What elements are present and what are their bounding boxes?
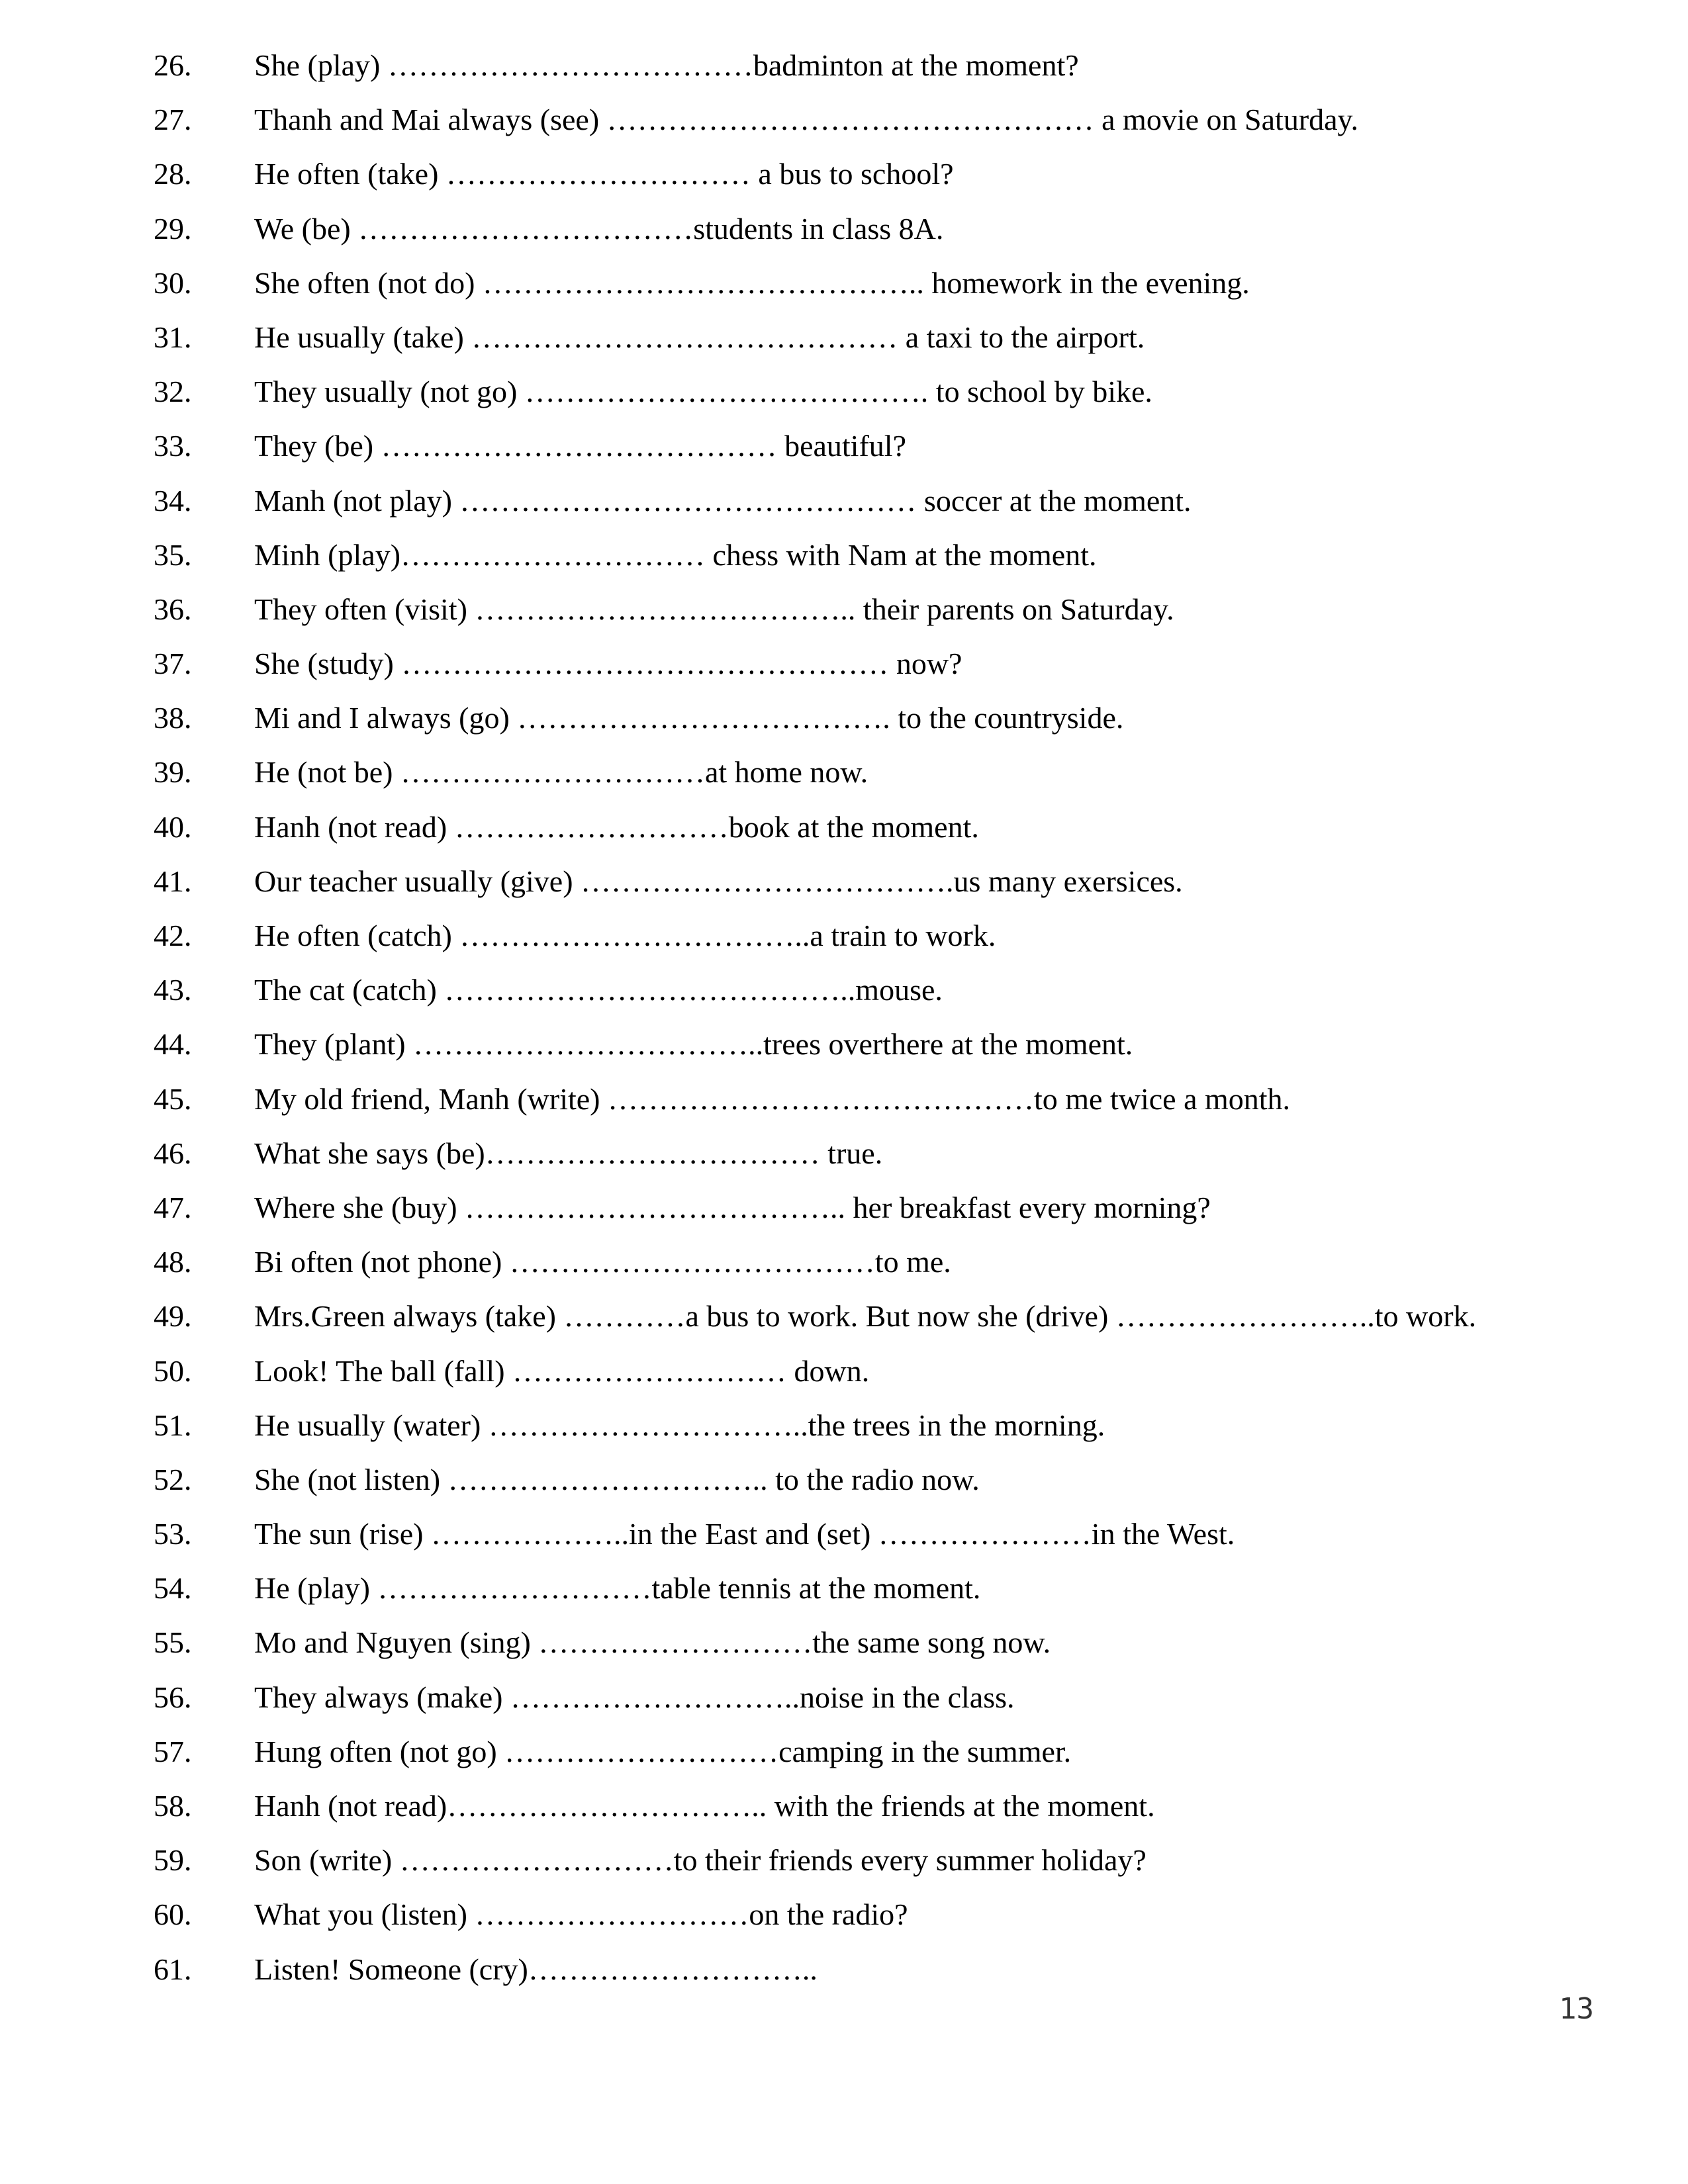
exercise-item-51 bbox=[0, 1398, 1688, 1453]
exercise-number: 52. bbox=[154, 1462, 192, 1496]
exercise-sentence: He often (catch) ……………………………..a train to work. bbox=[254, 919, 996, 952]
exercise-item-36 bbox=[0, 582, 1688, 637]
exercise-sentence: Hanh (not read)………………………….. with the friends at the moment. bbox=[254, 1789, 1155, 1823]
exercise-item-53 bbox=[0, 1507, 1688, 1561]
exercise-number: 32. bbox=[154, 375, 192, 409]
exercise-number: 28. bbox=[154, 157, 192, 191]
exercise-number: 27. bbox=[154, 103, 192, 137]
exercise-item-33 bbox=[0, 419, 1688, 473]
exercise-number: 34. bbox=[154, 483, 192, 518]
exercise-sentence: Son (write) ………………………to their friends every summer holiday? bbox=[254, 1843, 1147, 1878]
exercise-number: 54. bbox=[154, 1571, 192, 1606]
page-number: 13 bbox=[1559, 1992, 1594, 2026]
exercise-sentence: They always (make) ………………………..noise in the class. bbox=[254, 1680, 1015, 1714]
exercise-number: 55. bbox=[154, 1625, 192, 1660]
exercise-item-52 bbox=[0, 1453, 1688, 1507]
exercise-sentence: The sun (rise) ………………..in the East and (set) …………………in the West. bbox=[254, 1517, 1235, 1551]
exercise-sentence: She (study) ………………………………………… now? bbox=[254, 647, 962, 681]
exercise-number: 41. bbox=[154, 864, 192, 898]
exercise-number: 38. bbox=[154, 701, 192, 735]
exercise-item-31 bbox=[0, 310, 1688, 365]
exercise-sentence: They (plant) ……………………………..trees overthere at the moment. bbox=[254, 1027, 1133, 1062]
exercise-item-49 bbox=[0, 1289, 1688, 1343]
exercise-item-28 bbox=[0, 147, 1688, 201]
exercise-item-34 bbox=[0, 474, 1688, 528]
exercise-sentence: Listen! Someone (cry)……………………….. bbox=[254, 1952, 818, 1986]
exercise-number: 46. bbox=[154, 1136, 192, 1170]
exercise-number: 57. bbox=[154, 1734, 192, 1768]
exercise-item-40 bbox=[0, 800, 1688, 854]
exercise-item-59 bbox=[0, 1833, 1688, 1888]
exercise-sentence: Manh (not play) ……………………………………… soccer at the moment. bbox=[254, 483, 1192, 518]
exercise-sentence: Thanh and Mai always (see) ………………………………………… a movie on Saturday. bbox=[254, 103, 1359, 137]
exercise-item-50 bbox=[0, 1344, 1688, 1398]
exercise-number: 48. bbox=[154, 1245, 192, 1279]
exercise-sentence: Our teacher usually (give) ……………………………….us many exersices. bbox=[254, 864, 1183, 898]
exercise-number: 53. bbox=[154, 1517, 192, 1551]
exercise-number: 51. bbox=[154, 1408, 192, 1442]
exercise-item-29 bbox=[0, 202, 1688, 256]
exercise-item-48 bbox=[0, 1235, 1688, 1289]
exercise-number: 26. bbox=[154, 48, 192, 82]
exercise-number: 59. bbox=[154, 1843, 192, 1878]
exercise-number: 29. bbox=[154, 211, 192, 246]
exercise-sentence: My old friend, Manh (write) ……………………………………to me twice a month. bbox=[254, 1081, 1291, 1116]
exercise-item-26 bbox=[0, 38, 1688, 93]
exercise-sentence: She often (not do) …………………………………….. homework in the evening. bbox=[254, 265, 1250, 300]
exercise-sentence: He (play) ………………………table tennis at the moment. bbox=[254, 1571, 981, 1606]
exercise-item-32 bbox=[0, 365, 1688, 419]
exercise-number: 47. bbox=[154, 1190, 192, 1224]
exercise-item-27 bbox=[0, 93, 1688, 147]
exercise-number: 50. bbox=[154, 1353, 192, 1388]
exercise-item-46 bbox=[0, 1126, 1688, 1181]
exercise-number: 61. bbox=[154, 1952, 192, 1986]
exercise-number: 56. bbox=[154, 1680, 192, 1714]
exercise-number: 39. bbox=[154, 755, 192, 790]
exercise-item-56 bbox=[0, 1670, 1688, 1725]
exercise-item-35 bbox=[0, 528, 1688, 582]
exercise-sentence: Minh (play)………………………… chess with Nam at the moment. bbox=[254, 537, 1097, 572]
exercise-item-47 bbox=[0, 1181, 1688, 1235]
exercise-sentence: He usually (take) …………………………………… a taxi to the airport. bbox=[254, 320, 1145, 354]
exercise-number: 43. bbox=[154, 973, 192, 1007]
exercise-sentence: What she says (be)…………………………… true. bbox=[254, 1136, 883, 1170]
exercise-sentence: He usually (water) …………………………..the trees in the morning. bbox=[254, 1408, 1105, 1442]
exercise-number: 42. bbox=[154, 919, 192, 952]
exercise-list bbox=[0, 38, 1688, 1997]
exercise-item-55 bbox=[0, 1615, 1688, 1670]
exercise-sentence: Bi often (not phone) ………………………………to me. bbox=[254, 1245, 951, 1279]
exercise-sentence: The cat (catch) …………………………………..mouse. bbox=[254, 973, 943, 1007]
exercise-item-61 bbox=[0, 1942, 1688, 1997]
exercise-number: 37. bbox=[154, 647, 192, 681]
exercise-number: 36. bbox=[154, 592, 192, 626]
exercise-sentence: Mi and I always (go) ………………………………. to the countryside. bbox=[254, 701, 1124, 735]
exercise-number: 31. bbox=[154, 320, 192, 354]
exercise-sentence: She (not listen) ………………………….. to the radio now. bbox=[254, 1462, 980, 1496]
exercise-sentence: They often (visit) ……………………………….. their parents on Saturday. bbox=[254, 592, 1174, 626]
exercise-sentence: They usually (not go) …………………………………. to school by bike. bbox=[254, 375, 1152, 409]
exercise-item-38 bbox=[0, 691, 1688, 745]
exercise-sentence: Look! The ball (fall) ……………………… down. bbox=[254, 1353, 870, 1388]
exercise-sentence: They (be) ………………………………… beautiful? bbox=[254, 429, 906, 463]
exercise-item-45 bbox=[0, 1072, 1688, 1126]
exercise-number: 49. bbox=[154, 1299, 192, 1334]
exercise-item-54 bbox=[0, 1561, 1688, 1615]
exercise-item-30 bbox=[0, 256, 1688, 310]
exercise-sentence: We (be) ……………………………students in class 8A. bbox=[254, 211, 944, 246]
exercise-item-42 bbox=[0, 909, 1688, 963]
exercise-number: 60. bbox=[154, 1897, 192, 1932]
exercise-number: 58. bbox=[154, 1789, 192, 1823]
exercise-sentence: Hanh (not read) ………………………book at the moment. bbox=[254, 809, 979, 844]
exercise-number: 45. bbox=[154, 1081, 192, 1116]
exercise-number: 30. bbox=[154, 265, 192, 300]
exercise-item-37 bbox=[0, 637, 1688, 691]
exercise-number: 44. bbox=[154, 1027, 192, 1062]
exercise-sentence: Where she (buy) ……………………………….. her breakfast every morning? bbox=[254, 1190, 1211, 1224]
exercise-sentence: Mrs.Green always (take) …………a bus to work. But now she (drive) ……………………..to work. bbox=[254, 1299, 1477, 1334]
exercise-sentence: He (not be) …………………………at home now. bbox=[254, 755, 868, 790]
exercise-sentence: He often (take) ………………………… a bus to school? bbox=[254, 157, 954, 191]
exercise-sentence: What you (listen) ………………………on the radio? bbox=[254, 1897, 908, 1932]
exercise-sentence: Hung often (not go) ………………………camping in the summer. bbox=[254, 1734, 1072, 1768]
exercise-item-39 bbox=[0, 745, 1688, 799]
exercise-item-44 bbox=[0, 1017, 1688, 1071]
exercise-number: 40. bbox=[154, 809, 192, 844]
exercise-sentence: She (play) ………………………………badminton at the moment? bbox=[254, 48, 1079, 82]
exercise-item-41 bbox=[0, 854, 1688, 909]
exercise-item-57 bbox=[0, 1725, 1688, 1779]
exercise-item-60 bbox=[0, 1888, 1688, 1942]
exercise-number: 35. bbox=[154, 537, 192, 572]
exercise-item-58 bbox=[0, 1779, 1688, 1833]
exercise-number: 33. bbox=[154, 429, 192, 463]
exercise-sentence: Mo and Nguyen (sing) ………………………the same song now. bbox=[254, 1625, 1051, 1660]
exercise-item-43 bbox=[0, 963, 1688, 1017]
